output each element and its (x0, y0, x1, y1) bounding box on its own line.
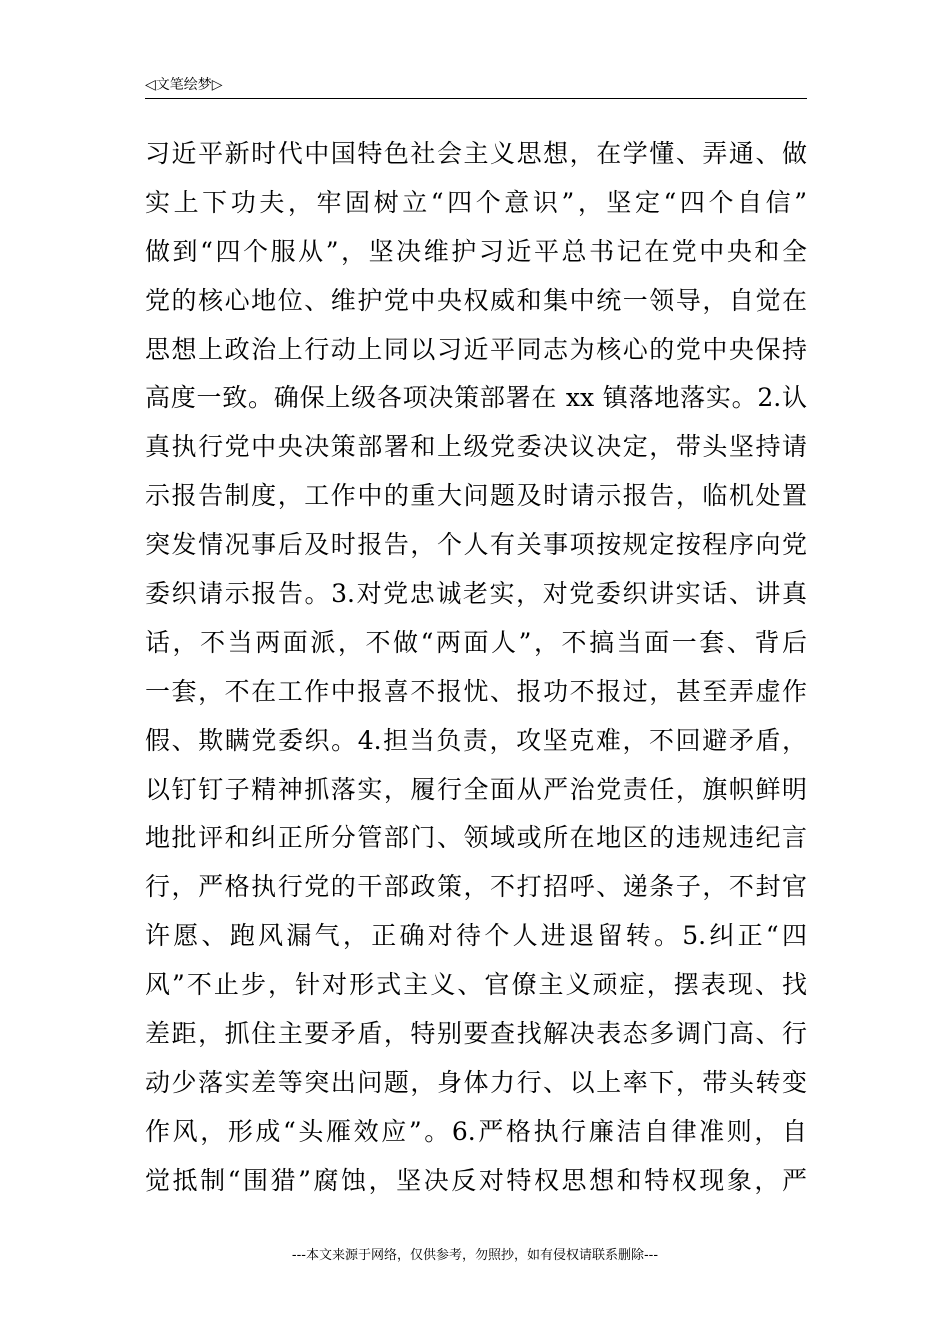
body-line: 觉抵制“围猎”腐蚀，坚决反对特权思想和特权现象，严 (145, 1165, 807, 1195)
body-line: 真执行党中央决策部署和上级党委决议决定，带头坚持请 (145, 432, 807, 462)
body-line: 差距，抓住主要矛盾，特别要查找解决表态多调门高、行 (145, 1019, 807, 1049)
page-footer (0, 1247, 950, 1265)
body-line: 习近平新时代中国特色社会主义思想，在学懂、弄通、做 (145, 139, 807, 168)
body-line: 思想上政治上行动上同以习近平同志为核心的党中央保持 (145, 334, 807, 364)
body-line: 动少落实差等突出问题，身体力行、以上率下，带头转变 (145, 1067, 807, 1097)
body-line: 地批评和纠正所分管部门、领域或所在地区的违规违纪言 (145, 823, 807, 853)
footer-notice: ---本文来源于网络，仅供参考，勿照抄，如有侵权请联系删除--- (291, 1248, 659, 1263)
body-line: 突发情况事后及时报告，个人有关事项按规定按程序向党 (145, 530, 807, 560)
body-line: 行，严格执行党的干部政策，不打招呼、递条子，不封官 (145, 872, 807, 902)
body-line: 示报告制度，工作中的重大问题及时请示报告，临机处置 (145, 481, 807, 511)
body-line: 高度一致。确保上级各项决策部署在 xx 镇落地落实。2.认 (145, 383, 807, 413)
body-line: 许愿、跑风漏气，正确对待个人进退留转。5.纠正“四 (145, 921, 807, 951)
document-body (145, 134, 807, 1210)
header-title: ◁文笔绘梦▷ (145, 77, 223, 93)
body-line: 做到“四个服从”，坚决维护习近平总书记在党中央和全 (145, 236, 807, 266)
body-line: 委织请示报告。3.对党忠诚老实，对党委织讲实话、讲真 (145, 579, 807, 609)
body-line: 一套，不在工作中报喜不报忧、报功不报过，甚至弄虚作 (145, 676, 807, 706)
body-line: 实上下功夫，牢固树立“四个意识”，坚定“四个自信” (145, 187, 807, 217)
page-header (145, 74, 807, 99)
body-line: 党的核心地位、维护党中央权威和集中统一领导，自觉在 (145, 285, 807, 315)
body-line: 作风，形成“头雁效应”。6.严格执行廉洁自律准则，自 (145, 1116, 807, 1146)
body-line: 风”不止步，针对形式主义、官僚主义顽症，摆表现、找 (145, 970, 807, 1000)
body-line: 以钉钉子精神抓落实，履行全面从严治党责任，旗帜鲜明 (145, 774, 807, 804)
body-line: 假、欺瞒党委织。4.担当负责，攻坚克难，不回避矛盾， (145, 725, 807, 755)
body-line: 话，不当两面派，不做“两面人”，不搞当面一套、背后 (145, 627, 807, 657)
